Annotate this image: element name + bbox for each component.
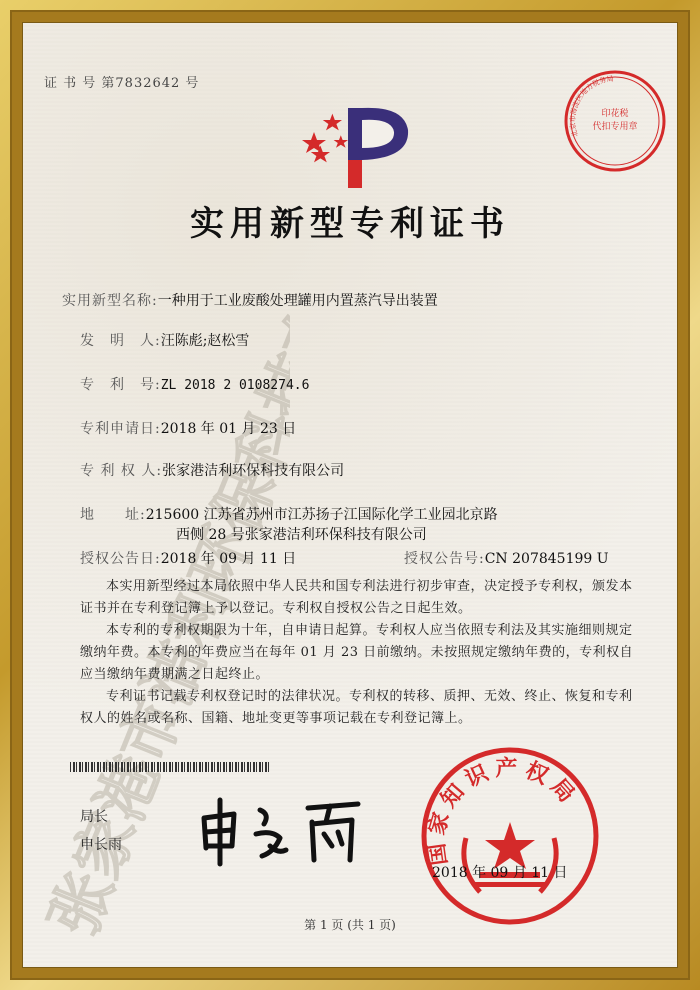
grant-no-value: CN 207845199 U: [484, 551, 609, 567]
filing-date-row: [80, 418, 296, 438]
patent-no-label: 专 利 号:: [80, 377, 161, 393]
paragraph-3: 专利证书记载专利权登记时的法律状况。专利权的转移、质押、无效、终止、恢复和专利权人的姓名或名称、国籍、地址变更等事项记载在专利登记簿上。: [80, 689, 633, 726]
patent-no-row: [80, 374, 309, 394]
filing-date-value: 2018 年 01 月 23 日: [160, 421, 297, 437]
svg-text:印花税: 印花税: [601, 109, 629, 119]
grant-date-value: 2018 年 09 月 11 日: [160, 551, 297, 567]
grant-no-row: [404, 548, 609, 568]
director-title: 局长: [80, 809, 108, 825]
director-name: 申长雨: [80, 837, 122, 853]
paragraph-2: 本专利的专利权期限为十年，自申请日起算。专利权人应当依照专利法及其实施细则规定缴纳年费。本专利的年费应当在每年 01 月 23 日前缴纳。未按照规定缴纳年费的，专利权自应当缴纳年费期满之日起终止。: [80, 623, 634, 682]
owner-label: 专 利 权 人:: [80, 463, 163, 479]
official-seal: [418, 744, 602, 928]
certificate-number: 证 书 号 第7832642 号: [44, 76, 200, 91]
patent-no-value: ZL 2018 2 0108274.6: [160, 378, 310, 393]
filing-date-label: 专利申请日:: [80, 421, 161, 437]
inventor-value: 汪陈彪;赵松雪: [160, 333, 250, 349]
barcode-strip: [70, 762, 270, 772]
address-line1: 215600 江苏省苏州市江苏扬子江国际化学工业园北京路: [145, 507, 498, 523]
seal-text: 国家知识产权局: [423, 756, 583, 867]
address-line2: 西侧 28 号张家港洁利环保科技有限公司: [176, 527, 427, 543]
grant-date-label: 授权公告日:: [80, 551, 161, 567]
certificate-title: 实用新型专利证书: [190, 204, 510, 244]
inventor-label: 发 明 人:: [80, 333, 161, 349]
inventor-row: [80, 330, 249, 350]
svg-text:北京市海淀区地方税务局: 北京市海淀区地方税务局: [568, 74, 615, 138]
owner-value: 张家港洁利环保科技有限公司: [162, 463, 345, 479]
address-label: 地 址:: [80, 507, 146, 523]
name-row: [62, 290, 438, 310]
name-value: 一种用于工业废酸处理罐用内置蒸汽导出装置: [157, 293, 438, 309]
grant-date-row: [80, 548, 296, 568]
paragraph-1: 本实用新型经过本局依照中华人民共和国专利法进行初步审查，决定授予专利权，颁发本证书并在专利登记簿上予以登记。专利权自授权公告之日起生效。: [80, 579, 633, 616]
address-row: [80, 504, 498, 524]
signature-icon: [190, 790, 370, 870]
page-footer: 第 1 页 (共 1 页): [304, 918, 396, 932]
svg-text:代扣专用章: 代扣专用章: [592, 122, 638, 132]
patent-logo-icon: [300, 100, 430, 200]
tax-stamp: [560, 66, 670, 176]
name-label: 实用新型名称:: [62, 293, 158, 309]
owner-row: [80, 460, 344, 480]
grant-no-label: 授权公告号:: [404, 551, 485, 567]
seal-date: 2018 年 09 月 11 日: [432, 865, 568, 881]
